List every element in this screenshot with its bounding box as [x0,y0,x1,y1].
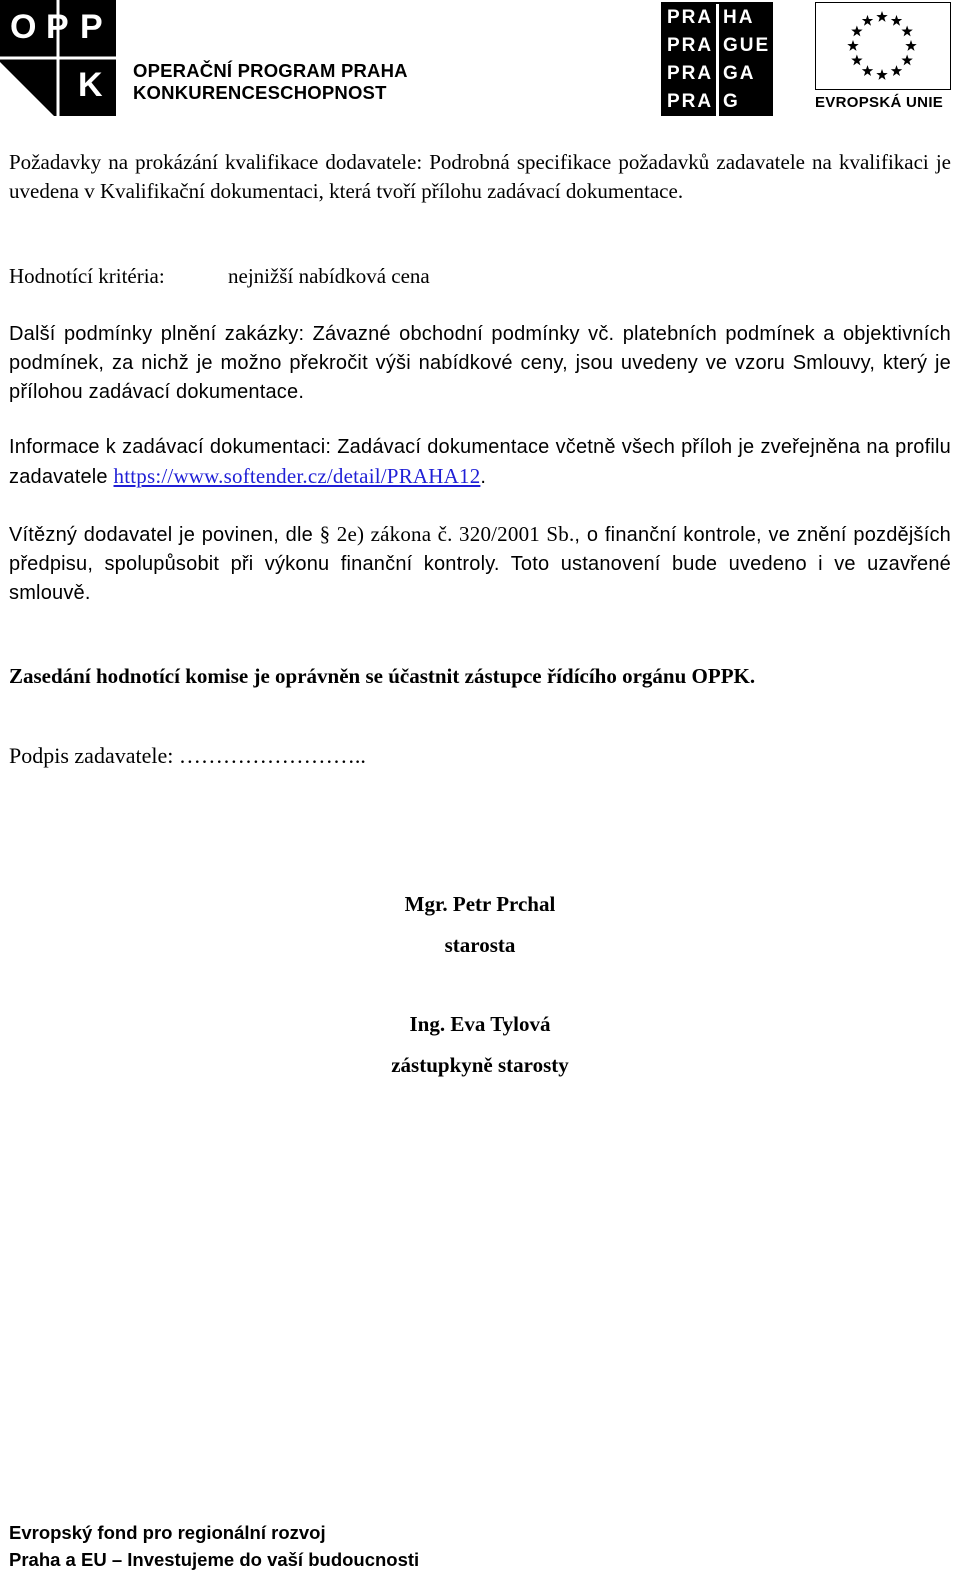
praha-row-left: PRA [667,7,714,28]
eu-label: EVROPSKÁ UNIE [815,94,944,111]
eu-star-icon [905,40,916,51]
eu-star-icon [847,40,858,51]
info-text: Informace k zadávací dokumentaci: Zadávací dokumentace včetně všech příloh je zveřejněna na profilu zadavatele [9,436,951,488]
winner-text-c: , o finanční kontrole, ve znění pozdějších předpisu, spolupůsobit při výkonu finanční kontroly. Toto ustanovení bude uvedeno i ve uzavřené smlouvě. [9,524,951,604]
info-end: . [480,466,487,488]
signature-label: Podpis zadavatele: [9,743,179,768]
oppk-letter-p2: P [80,8,103,46]
footer-line2: Praha a EU – Investujeme do vaší budoucnosti [9,1549,420,1570]
eu-star-icon [891,15,902,26]
oppk-letter-o: O [10,8,37,46]
conditions-paragraph: Další podmínky plnění zakázky: Závazné obchodní podmínky vč. platebních podmínek a objektivních podmínek, za nichž je možno překročit výši nabídkové ceny, jsou uvedeny ve vzoru Smlouvy, který je přílohou zadávací dokumentace. [9,323,951,403]
signature-line [9,741,951,770]
praha-row [661,60,773,86]
winner-section-sign: § [319,522,331,546]
praha-row [661,88,773,114]
oppk-title [133,60,408,104]
oppk-letter-p1: P [46,8,69,46]
signer2-name: Ing. Eva Tylová [409,1012,551,1036]
info-paragraph [9,433,951,492]
commission-note: Zasedání hodnotící komise je oprávněn se účastnit zástupce řídícího orgánu OPPK. [9,664,756,688]
signer1-title: starosta [444,933,516,957]
praha-row-right: GA [723,63,756,84]
eu-star-icon [862,65,873,76]
praha-row-left: PRA [667,63,714,84]
eu-star-icon [891,65,902,76]
eu-logo [815,2,955,114]
footer-line1: Evropský fond pro regionální rozvoj [9,1522,326,1543]
footer [9,1519,419,1573]
eu-star-icon [901,26,912,37]
winner-paragraph [9,520,951,608]
praha-logo [661,2,773,116]
oppk-line2: KONKURENCESCHOPNOST [133,82,387,103]
winner-text-a: Vítězný dodavatel je povinen, dle [9,524,320,546]
criteria-row [9,262,951,291]
oppk-letter-k: K [78,66,103,104]
eu-star-icon [851,55,862,66]
praha-row [661,4,773,30]
eu-star-icon [901,55,912,66]
eu-star-icon [862,15,873,26]
praha-row [661,32,773,58]
profile-link[interactable]: https://www.softender.cz/detail/PRAHA12 [113,464,481,488]
eu-star-icon [851,26,862,37]
praha-row-right: HA [723,7,755,28]
praha-row-right: GUE [723,35,771,56]
criteria-label: Hodnotící kritéria: [9,264,165,288]
winner-law: 2e) zákona č. 320/2001 Sb. [330,522,575,546]
qualification-paragraph: Požadavky na prokázání kvalifikace dodavatele: Podrobná specifikace požadavků zadavatele na kvalifikaci je uvedena v Kvalifikační dokumentaci, která tvoří přílohu zadávací dokumentace. [9,150,951,203]
praha-row-left: PRA [667,35,714,56]
oppk-emblem [0,0,116,116]
oppk-logo [0,0,420,118]
praha-row-right: G [723,91,740,112]
signer1-name: Mgr. Petr Prchal [404,892,556,916]
signature-dots: …………………….. [178,743,366,768]
criteria-value: nejnižší nabídková cena [228,264,430,288]
oppk-line1: OPERAČNÍ PROGRAM PRAHA [133,60,408,81]
eu-star-icon [876,69,887,80]
eu-star-icon [876,11,887,22]
signer2-title: zástupkyně starosty [391,1053,569,1077]
eu-flag-icon [815,2,951,90]
praha-row-left: PRA [667,91,714,112]
